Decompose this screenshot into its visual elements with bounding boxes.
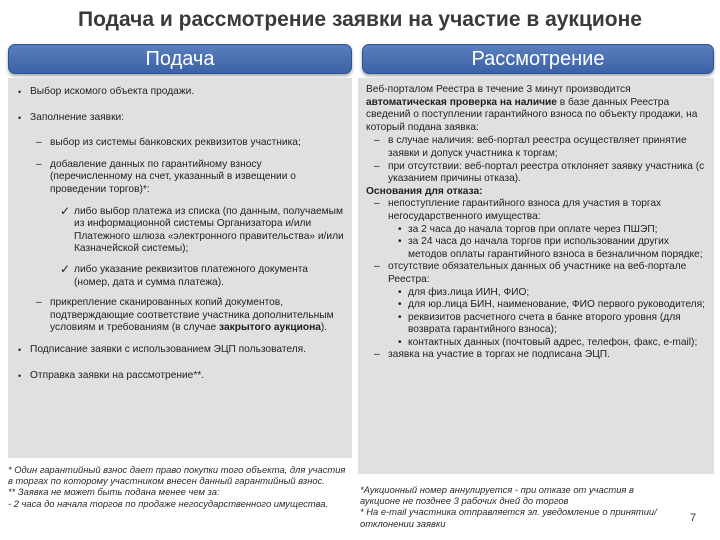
dash-icon: –: [36, 137, 42, 149]
review-intro: Веб-порталом Реестра в течение 3 минут производится автоматическая проверка на наличие в базе данных Реестра сведений о поступлении гарантийного взноса по объекту продажи, на который подана заявка:: [366, 84, 698, 133]
review-footnote: *Аукционный номер аннулируется - при отказе от участия в аукционе не позднее 3 рабочих дней до торгов * На e-mail участника отправляется эл. уведомление о принятии/отклонении заявки: [360, 484, 657, 529]
list-item: – добавление данных по гарантийному взносу (перечисленному на счет, указанный в извещении о проведении торгов)*:: [36, 158, 296, 195]
checkmark-icon: ✓: [60, 203, 71, 218]
list-item: • за 24 часа до начала торгов при использовании других методов оплаты гарантийного взноса в безналичном порядке;: [398, 236, 703, 260]
bullet-icon: •: [398, 299, 402, 311]
submission-panel: [8, 78, 352, 458]
list-item: • контактных данных (почтовый адрес, телефон, факс, e-mail);: [398, 336, 698, 348]
list-item: ✓ либо выбор платежа из списка (по данным, получаемым из информационной системы Организатора и/или Платежного шлюза «электронного правительства» и/или Казначейской системы);: [60, 203, 344, 255]
review-panel: [358, 78, 714, 474]
list-item: – выбор из системы банковских реквизитов участника;: [36, 137, 301, 149]
list-item: – прикрепление сканированных копий документов, подтверждающие соответствие участника дополнительным условиям и требованиям (в случае закрытого аукциона).: [36, 297, 334, 334]
bullet-icon: •: [398, 286, 402, 298]
list-item: • Подписание заявки с использованием ЭЦП пользователя.: [18, 343, 307, 355]
submission-footnote: * Один гарантийный взнос дает право покупки того объекта, для участия в торгах по которому участником внесен данный гарантийный взнос. ** Заявка не может быть подана менее чем за: - 2 часа до начала торгов по продаже негосударственного имущества.: [8, 464, 346, 509]
list-item: • Выбор искомого объекта продажи.: [18, 86, 195, 97]
dash-icon: –: [374, 198, 380, 210]
refusal-reasons-heading: Основания для отказа:: [366, 185, 483, 197]
list-item: • для юр.лица БИН, наименование, ФИО первого руководителя;: [398, 299, 705, 311]
list-item: – заявка на участие в торгах не подписана ЭЦП.: [374, 349, 610, 361]
list-item: ✓ либо указание реквизитов платежного документа (номер, дата и сумма платежа).: [60, 261, 308, 288]
bullet-icon: •: [398, 336, 402, 348]
bullet-icon: •: [18, 344, 22, 355]
bullet-icon: •: [398, 223, 402, 235]
list-item: – непоступление гарантийного взноса для участия в торгах негосударственного имущества:: [374, 198, 662, 222]
list-item: • Отправка заявки на рассмотрение**.: [18, 369, 205, 381]
dash-icon: –: [374, 160, 380, 172]
submission-header: Подача: [8, 44, 352, 74]
list-item: • Заполнение заявки:: [18, 111, 125, 123]
list-item: • для физ.лица ИИН, ФИО;: [398, 286, 530, 298]
list-item: • за 2 часа до начала торгов при оплате через ПШЭП;: [398, 223, 658, 235]
dash-icon: –: [374, 261, 380, 273]
list-item: • реквизитов расчетного счета в банке второго уровня (для возврата гарантийного взноса);: [398, 311, 681, 336]
list-item: – в случае наличия: веб-портал реестра осуществляет принятие заявки и допуск участника к торгам;: [374, 135, 687, 159]
checkmark-icon: ✓: [60, 261, 71, 276]
list-item: – при отсутствии: веб-портал реестра отклоняет заявку участника (с указанием причины отказа).: [374, 160, 705, 185]
page-number: 7: [690, 512, 697, 524]
review-header: Рассмотрение: [362, 44, 714, 74]
bullet-icon: •: [18, 112, 22, 123]
dash-icon: –: [374, 135, 380, 147]
page-title: Подача и рассмотрение заявки на участие в аукционе: [78, 8, 642, 31]
bullet-icon: •: [18, 87, 22, 97]
dash-icon: –: [36, 297, 42, 309]
bullet-icon: •: [398, 311, 402, 323]
bullet-icon: •: [18, 370, 22, 381]
list-item: – отсутствие обязательных данных об участнике на веб-портале Реестра:: [374, 261, 687, 285]
dash-icon: –: [374, 349, 380, 361]
dash-icon: –: [36, 158, 42, 170]
bullet-icon: •: [398, 236, 402, 248]
